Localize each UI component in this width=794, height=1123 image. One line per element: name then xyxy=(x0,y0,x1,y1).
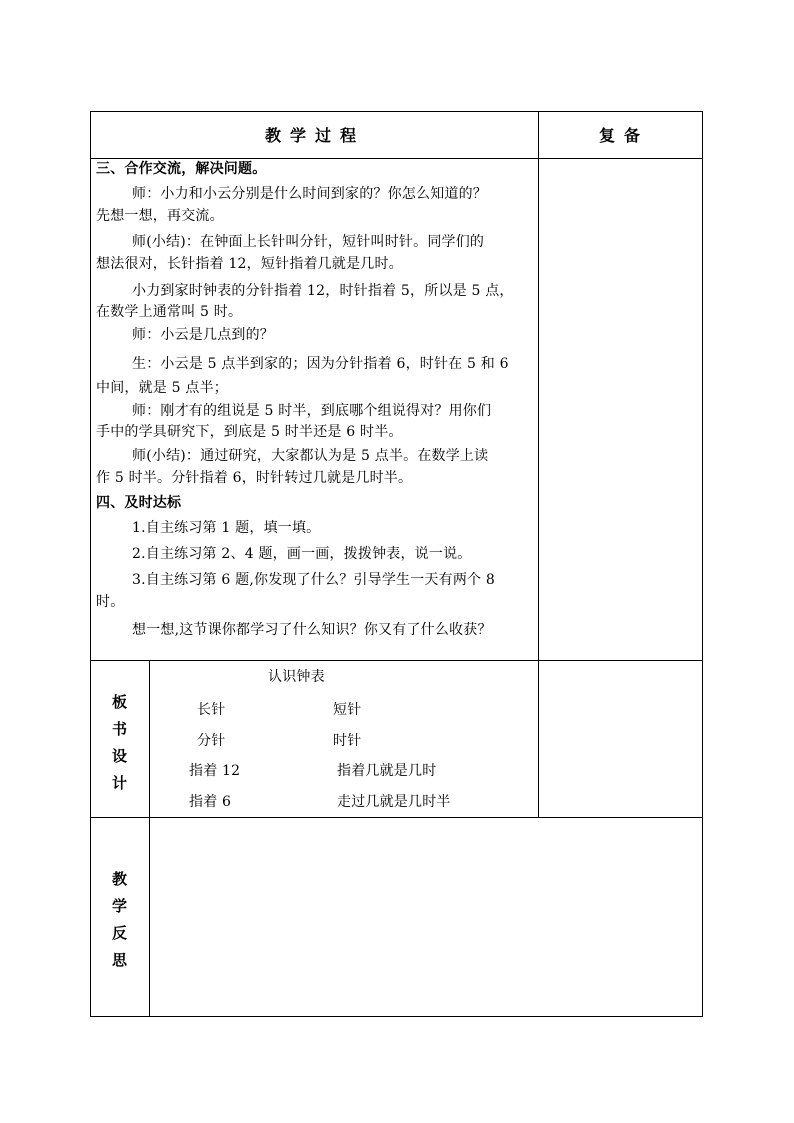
process-header: 教学过程 xyxy=(265,126,366,145)
table-border-top xyxy=(90,111,703,112)
board-label-char: 设 xyxy=(112,747,128,765)
exercise-line: 1.自主练习第 1 题，填一填。 xyxy=(132,520,321,536)
board-reflection-divider xyxy=(90,817,703,818)
board-right-item: 走过几就是几时半 xyxy=(337,794,451,810)
process-line: 先想一想，再交流。 xyxy=(96,208,224,224)
board-left-item: 指着 6 xyxy=(189,794,232,810)
process-board-divider xyxy=(90,660,703,661)
process-line: 师：小云是几点到的？ xyxy=(132,327,274,343)
board-title: 认识钟表 xyxy=(268,669,325,685)
prep-column-divider xyxy=(538,111,539,818)
process-line: 手中的学具研究下，到底是 5 时半还是 6 时半。 xyxy=(96,424,403,440)
exercise-line: 想一想,这节课你都学习了什么知识？你又有了什么收获？ xyxy=(132,622,492,638)
process-line: 作 5 时半。分针指着 6，时针转过几就是几时半。 xyxy=(96,470,413,486)
board-right-item: 指着几就是几时 xyxy=(337,763,437,779)
reflection-label-char: 学 xyxy=(112,897,128,915)
reflection-label-char: 教 xyxy=(112,870,128,888)
board-right-item: 时针 xyxy=(333,733,362,749)
process-line: 师(小结)：通过研究，大家都认为是 5 点半。在数学上读 xyxy=(132,448,489,464)
reflection-label-char: 思 xyxy=(112,951,128,969)
section-heading-4: 四、及时达标 xyxy=(96,495,182,511)
process-line: 想法很对，长针指着 12，短针指着几就是几时。 xyxy=(96,256,403,272)
process-line: 中间，就是 5 点半； xyxy=(96,380,229,396)
process-line: 小力到家时钟表的分针指着 12，时针指着 5，所以是 5 点， xyxy=(132,283,514,299)
board-left-item: 指着 12 xyxy=(189,763,241,779)
prep-header: 复备 xyxy=(599,126,650,145)
table-border-right xyxy=(702,111,703,1017)
table-border-left xyxy=(90,111,91,1017)
board-left-item: 长针 xyxy=(197,702,226,718)
board-label-char: 板 xyxy=(112,693,128,711)
process-line: 师(小结)：在钟面上长针叫分针，短针叫时针。同学们的 xyxy=(132,234,485,250)
board-label-char: 书 xyxy=(112,720,128,738)
section-heading-3: 三、合作交流，解决问题。 xyxy=(96,161,267,177)
process-line: 师：小力和小云分别是什么时间到家的？你怎么知道的？ xyxy=(132,186,487,202)
process-line: 师：刚才有的组说是 5 时半，到底哪个组说得对？用你们 xyxy=(132,403,492,419)
exercise-line: 3.自主练习第 6 题,你发现了什么？引导学生一天有两个 8 xyxy=(132,572,495,588)
board-label-char: 计 xyxy=(112,774,128,792)
reflection-label-char: 反 xyxy=(112,924,128,942)
header-divider xyxy=(90,158,703,159)
process-line: 在数学上通常叫 5 时。 xyxy=(96,304,243,320)
process-line: 生：小云是 5 点半到家的；因为分针指着 6，时针在 5 和 6 xyxy=(132,356,509,372)
table-border-bottom xyxy=(90,1016,703,1017)
board-right-item: 短针 xyxy=(333,702,362,718)
exercise-line: 2.自主练习第 2、4 题，画一画，拨拨钟表，说一说。 xyxy=(132,546,472,562)
exercise-line: 时。 xyxy=(96,594,125,610)
board-left-item: 分针 xyxy=(197,733,226,749)
label-column-divider xyxy=(149,660,150,1017)
